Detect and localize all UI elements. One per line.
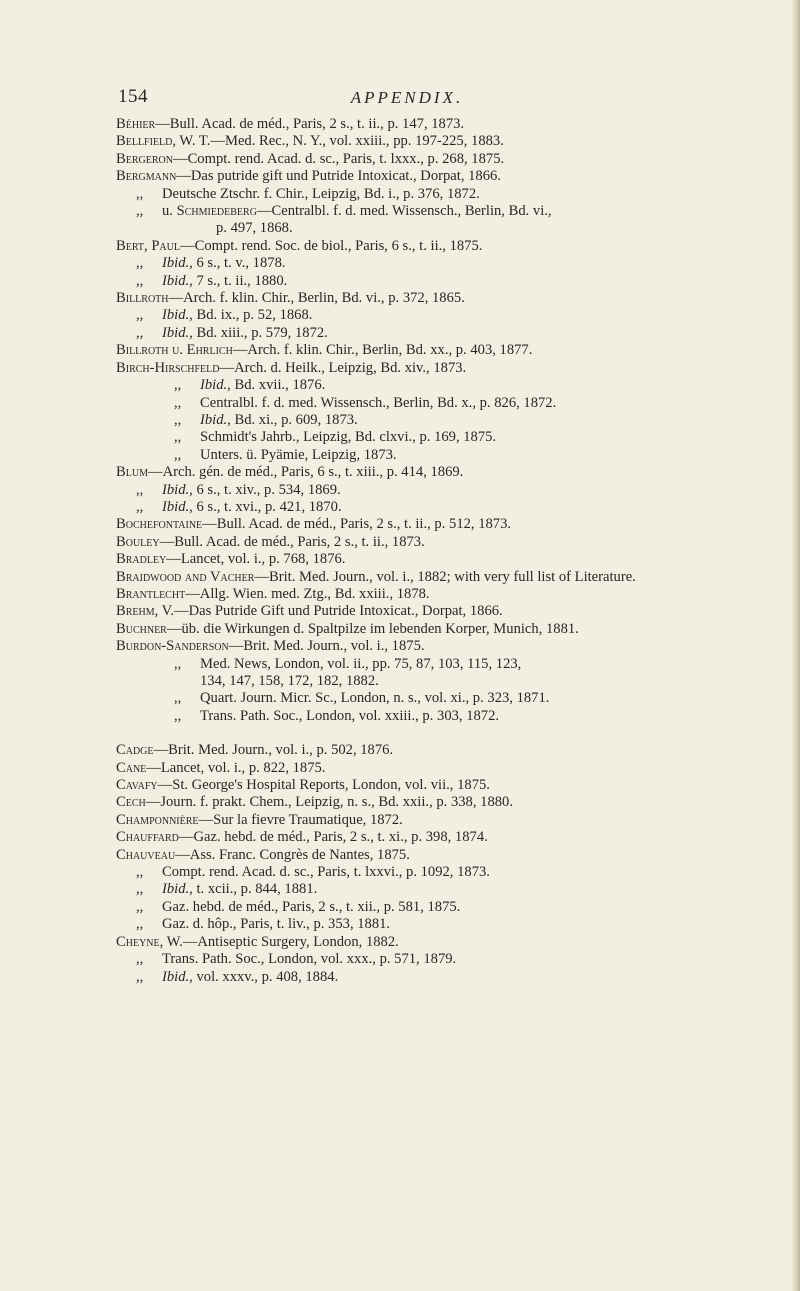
author-name: Béhier [116, 116, 156, 132]
ibid-label: Ibid. [162, 272, 190, 289]
bibliography-entry [116, 742, 756, 759]
coauthor-name: Schmiedeberg [176, 203, 257, 220]
author-name: Buchner [116, 620, 167, 637]
running-title: APPENDIX. [350, 88, 464, 107]
page-edge [792, 0, 800, 1291]
citation-text: —Arch. gén. de méd., Paris, 6 s., t. xiii., p. 414, 1869. [147, 464, 464, 481]
bibliography-entry [116, 812, 756, 829]
ibid-label: Ibid. [162, 498, 190, 515]
bibliography-entry [116, 569, 756, 586]
ditto-mark: ,, [174, 655, 182, 672]
citation-text: Compt. rend. Acad. d. sc., Paris, t. lxxvi., p. 1092, 1873. [162, 864, 490, 881]
citation-text: , 6 s., t. xvi., p. 421, 1870. [189, 498, 342, 515]
bibliography-entry [116, 690, 756, 707]
author-name: Cadge [116, 742, 154, 759]
citation-text: —üb. die Wirkungen d. Spaltpilze im lebenden Korper, Munich, 1881. [166, 620, 579, 637]
citation-text: —St. George's Hospital Reports, London, vol. vii., 1875. [157, 777, 490, 794]
author-name: Brehm, V. [116, 603, 174, 620]
ditto-mark: ,, [174, 446, 182, 463]
bibliography-entry [116, 708, 756, 725]
bibliography-entry [116, 899, 756, 916]
bibliography-entry [116, 133, 756, 150]
citation-text: , Bd. xvii., 1876. [227, 377, 326, 394]
author-name: Brantlecht [116, 585, 186, 602]
bibliography-entry [116, 847, 756, 864]
citation-text: , 6 s., t. xiv., p. 534, 1869. [189, 481, 341, 498]
ditto-mark: ,, [136, 881, 144, 898]
author-name: Bert, Paul [116, 237, 180, 254]
citation-text: —Bull. Acad. de méd., Paris, 2 s., t. ii., p. 512, 1873. [202, 516, 512, 533]
bibliography-entry [116, 360, 756, 377]
citation-text: —Centralbl. f. d. med. Wissensch., Berlin, Bd. vi., [256, 203, 552, 220]
ditto-mark: ,, [136, 916, 144, 933]
ditto-mark: ,, [136, 255, 144, 272]
author-name: Bouley [116, 533, 160, 550]
bibliography-entry [116, 516, 756, 533]
bibliography-entry [116, 864, 756, 881]
author-name: Bradley [116, 551, 167, 568]
bibliography-entry [116, 777, 756, 794]
author-name: Cavafy [116, 777, 158, 794]
ditto-mark: ,, [136, 272, 144, 289]
author-name: Blum [116, 464, 148, 481]
ditto-mark: ,, [136, 951, 144, 968]
ditto-mark: ,, [174, 377, 182, 394]
bibliography-entry [116, 273, 756, 290]
citation-text: —Brit. Med. Journ., vol. i., p. 502, 1876. [153, 742, 394, 759]
citation-text: Trans. Path. Soc., London, vol. xxx., p. 571, 1879. [162, 951, 457, 968]
bibliography-entry [116, 482, 756, 499]
citation-text: —Bull. Acad. de méd., Paris, 2 s., t. ii., p. 147, 1873. [155, 116, 465, 132]
ditto-mark: ,, [174, 707, 182, 724]
citation-text: , Bd. ix., p. 52, 1868. [189, 307, 313, 324]
ditto-mark: ,, [136, 307, 144, 324]
bibliography-entry [116, 238, 756, 255]
citation-text: —Sur la fievre Traumatique, 1872. [198, 811, 403, 828]
citation-text: —Arch. d. Heilk., Leipzig, Bd. xiv., 1873. [219, 359, 467, 376]
bibliography-entry [116, 603, 756, 620]
bibliography-entry [116, 621, 756, 638]
bibliography-entry [116, 151, 756, 168]
ditto-mark: ,, [174, 429, 182, 446]
citation-text: —Lancet, vol. i., p. 822, 1875. [146, 759, 326, 776]
author-name: Burdon-Sanderson [116, 638, 229, 655]
bibliography-entry [116, 116, 756, 133]
bibliography-entry [116, 656, 756, 673]
author-name: Bellfield, W. T. [116, 133, 211, 150]
ditto-mark: ,, [136, 324, 144, 341]
citation-text: —Compt. rend. Acad. d. sc., Paris, t. lxxx., p. 268, 1875. [172, 150, 505, 167]
citation-text: Centralbl. f. d. med. Wissensch., Berlin, Bd. x., p. 826, 1872. [200, 394, 557, 411]
bibliography-entry [116, 429, 756, 446]
citation-text: Schmidt's Jahrb., Leipzig, Bd. clxvi., p. 169, 1875. [200, 429, 497, 446]
citation-text: —Brit. Med. Journ., vol. i., 1882; with very full list of Literature. [254, 568, 636, 585]
ditto-mark: ,, [136, 898, 144, 915]
bibliography-entry [116, 829, 756, 846]
ibid-label: Ibid. [162, 324, 190, 341]
bibliography-entry [116, 794, 756, 811]
bibliography-entry [116, 447, 756, 464]
bibliography-entry [116, 255, 756, 272]
citation-text: Trans. Path. Soc., London, vol. xxiii., p. 303, 1872. [200, 707, 500, 724]
bibliography-entry [116, 881, 756, 898]
ditto-mark: ,, [136, 864, 144, 881]
citation-text: , Bd. xiii., p. 579, 1872. [189, 324, 328, 341]
bibliography-entry [116, 325, 756, 342]
ibid-label: Ibid. [200, 411, 228, 428]
citation-continuation: p. 497, 1868. [216, 220, 293, 237]
citation-text: —Brit. Med. Journ., vol. i., 1875. [228, 638, 425, 655]
bibliography-entry [116, 969, 756, 986]
citation-text: —Compt. rend. Soc. de biol., Paris, 6 s., t. ii., 1875. [180, 237, 483, 254]
bibliography-entry [116, 307, 756, 324]
bibliography-entry [116, 395, 756, 412]
citation-text: , 6 s., t. v., 1878. [189, 255, 286, 272]
ditto-mark: ,, [174, 690, 182, 707]
citation-continuation: 134, 147, 158, 172, 182, 1882. [200, 673, 379, 689]
citation-text: Quart. Journ. Micr. Sc., London, n. s., vol. xi., p. 323, 1871. [200, 690, 550, 707]
citation-text: —Gaz. hebd. de méd., Paris, 2 s., t. xi., p. 398, 1874. [178, 829, 488, 846]
bibliography-entry [116, 534, 756, 551]
bibliography-entry [116, 290, 756, 307]
citation-text: —Journ. f. prakt. Chem., Leipzig, n. s., Bd. xxii., p. 338, 1880. [145, 794, 513, 811]
ditto-mark: ,, [136, 968, 144, 985]
author-name: Chauveau [116, 846, 176, 863]
bibliography-entry [116, 551, 756, 568]
citation-text: Gaz. hebd. de méd., Paris, 2 s., t. xii., p. 581, 1875. [162, 898, 461, 915]
author-name: Cheyne, W. [116, 933, 183, 950]
bibliography-entry [116, 464, 756, 481]
citation-text: Med. News, London, vol. ii., pp. 75, 87, 103, 115, 123, [200, 655, 522, 672]
author-name: Billroth [116, 290, 169, 307]
citation-text: u. [162, 203, 177, 220]
bibliography-entry [116, 760, 756, 777]
ditto-mark: ,, [174, 394, 182, 411]
bibliography-entry [116, 499, 756, 516]
author-name: Bergeron [116, 150, 173, 167]
bibliography-entry [116, 377, 756, 394]
ditto-mark: ,, [136, 185, 144, 202]
section-gap [116, 725, 756, 742]
ibid-label: Ibid. [162, 307, 190, 324]
author-name: Billroth u. Ehrlich [116, 342, 233, 359]
author-name: Chauffard [116, 829, 179, 846]
citation-text: Unters. ü. Pyämie, Leipzig, 1873. [200, 446, 397, 463]
ibid-label: Ibid. [162, 481, 190, 498]
bibliography-entry [116, 342, 756, 359]
citation-text: , Bd. xi., p. 609, 1873. [227, 411, 358, 428]
bibliography-entry [116, 934, 756, 951]
bibliography-entry [116, 586, 756, 603]
citation-text: —Med. Rec., N. Y., vol. xxiii., pp. 197-225, 1883. [210, 133, 504, 150]
bibliography-entry [116, 412, 756, 429]
author-name: Cane [116, 759, 147, 776]
author-name: Braidwood and Vacher [116, 568, 255, 585]
author-name: Birch-Hirschfeld [116, 359, 220, 376]
citation-text: —Antiseptic Surgery, London, 1882. [182, 933, 399, 950]
page-number: 154 [118, 86, 148, 107]
citation-text: , t. xcii., p. 844, 1881. [189, 881, 318, 898]
citation-text: Deutsche Ztschr. f. Chir., Leipzig, Bd. i., p. 376, 1872. [162, 185, 480, 202]
ibid-label: Ibid. [162, 968, 190, 985]
bibliography-entry [116, 168, 756, 185]
bibliography-list [116, 116, 756, 986]
ditto-mark: ,, [174, 411, 182, 428]
bibliography-entry [116, 916, 756, 933]
bibliography-entry [116, 203, 756, 220]
citation-text: —Allg. Wien. med. Ztg., Bd. xxiii., 1878. [185, 585, 430, 602]
ibid-label: Ibid. [162, 255, 190, 272]
ditto-mark: ,, [136, 498, 144, 515]
citation-text: —Ass. Franc. Congrès de Nantes, 1875. [175, 846, 410, 863]
citation-text: —Arch. f. klin. Chir., Berlin, Bd. vi., p. 372, 1865. [168, 290, 465, 307]
author-name: Cech [116, 794, 146, 811]
citation-text: —Lancet, vol. i., p. 768, 1876. [166, 551, 346, 568]
ditto-mark: ,, [136, 203, 144, 220]
citation-text: , vol. xxxv., p. 408, 1884. [189, 968, 339, 985]
bibliography-entry [116, 186, 756, 203]
citation-text: —Das putride gift und Putride Intoxicat., Dorpat, 1866. [176, 168, 501, 185]
author-name: Champonnière [116, 811, 199, 828]
ibid-label: Ibid. [200, 377, 228, 394]
citation-text: Gaz. d. hôp., Paris, t. liv., p. 353, 1881. [162, 916, 391, 933]
author-name: Bochefontaine [116, 516, 203, 533]
ditto-mark: ,, [136, 481, 144, 498]
ibid-label: Ibid. [162, 881, 190, 898]
bibliography-entry [116, 638, 756, 655]
author-name: Bergmann [116, 168, 177, 185]
citation-text: —Das Putride Gift und Putride Intoxicat., Dorpat, 1866. [173, 603, 503, 620]
citation-text: —Bull. Acad. de méd., Paris, 2 s., t. ii., 1873. [159, 533, 425, 550]
bibliography-entry [116, 951, 756, 968]
citation-text: —Arch. f. klin. Chir., Berlin, Bd. xx., p. 403, 1877. [232, 342, 533, 359]
citation-text: , 7 s., t. ii., 1880. [189, 272, 288, 289]
